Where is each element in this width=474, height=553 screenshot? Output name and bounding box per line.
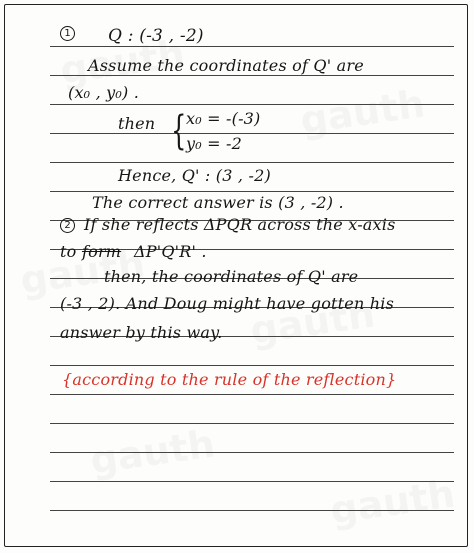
hence-line: Hence, Q' : (3 , -2) (118, 166, 271, 185)
answer-way-line: answer by this way. (60, 323, 223, 342)
equation-x0: x₀ = -(-3) (186, 109, 261, 128)
ruled-line (50, 481, 454, 482)
ruled-line (50, 133, 454, 134)
system-brace: { (171, 108, 187, 154)
assume-line: Assume the coordinates of Q' are (88, 56, 364, 75)
if-she-line: If she reflects ΔPQR across the x-axis (84, 215, 396, 234)
ruled-line (50, 104, 454, 105)
q-coordinates: Q : (-3 , -2) (108, 26, 204, 46)
ruled-line (50, 452, 454, 453)
marker-two: 2 (60, 218, 75, 233)
to-word: to (60, 242, 77, 261)
ruled-line (50, 162, 454, 163)
doug-line: (-3 , 2). And Doug might have gotten his (60, 294, 394, 313)
then-label: then (118, 114, 156, 133)
ruled-line (50, 423, 454, 424)
ruled-line (50, 365, 454, 366)
equation-y0: y₀ = -2 (186, 134, 243, 153)
then-coordinates-line: then, the coordinates of Q' are (104, 267, 359, 286)
ruled-line (50, 75, 454, 76)
marker-one: 1 (60, 26, 75, 41)
correct-answer-line: The correct answer is (3 , -2) . (92, 193, 344, 212)
ruled-line (50, 394, 454, 395)
crossed-out-word: form (82, 242, 122, 261)
reflection-rule-note: {according to the rule of the reflection} (62, 370, 397, 389)
ruled-line (50, 46, 454, 47)
x0-y0: (x₀ , y₀) . (68, 83, 140, 102)
ruled-line (50, 510, 454, 511)
ruled-line (50, 191, 454, 192)
prime-triangle: ΔP'Q'R' . (134, 242, 207, 261)
